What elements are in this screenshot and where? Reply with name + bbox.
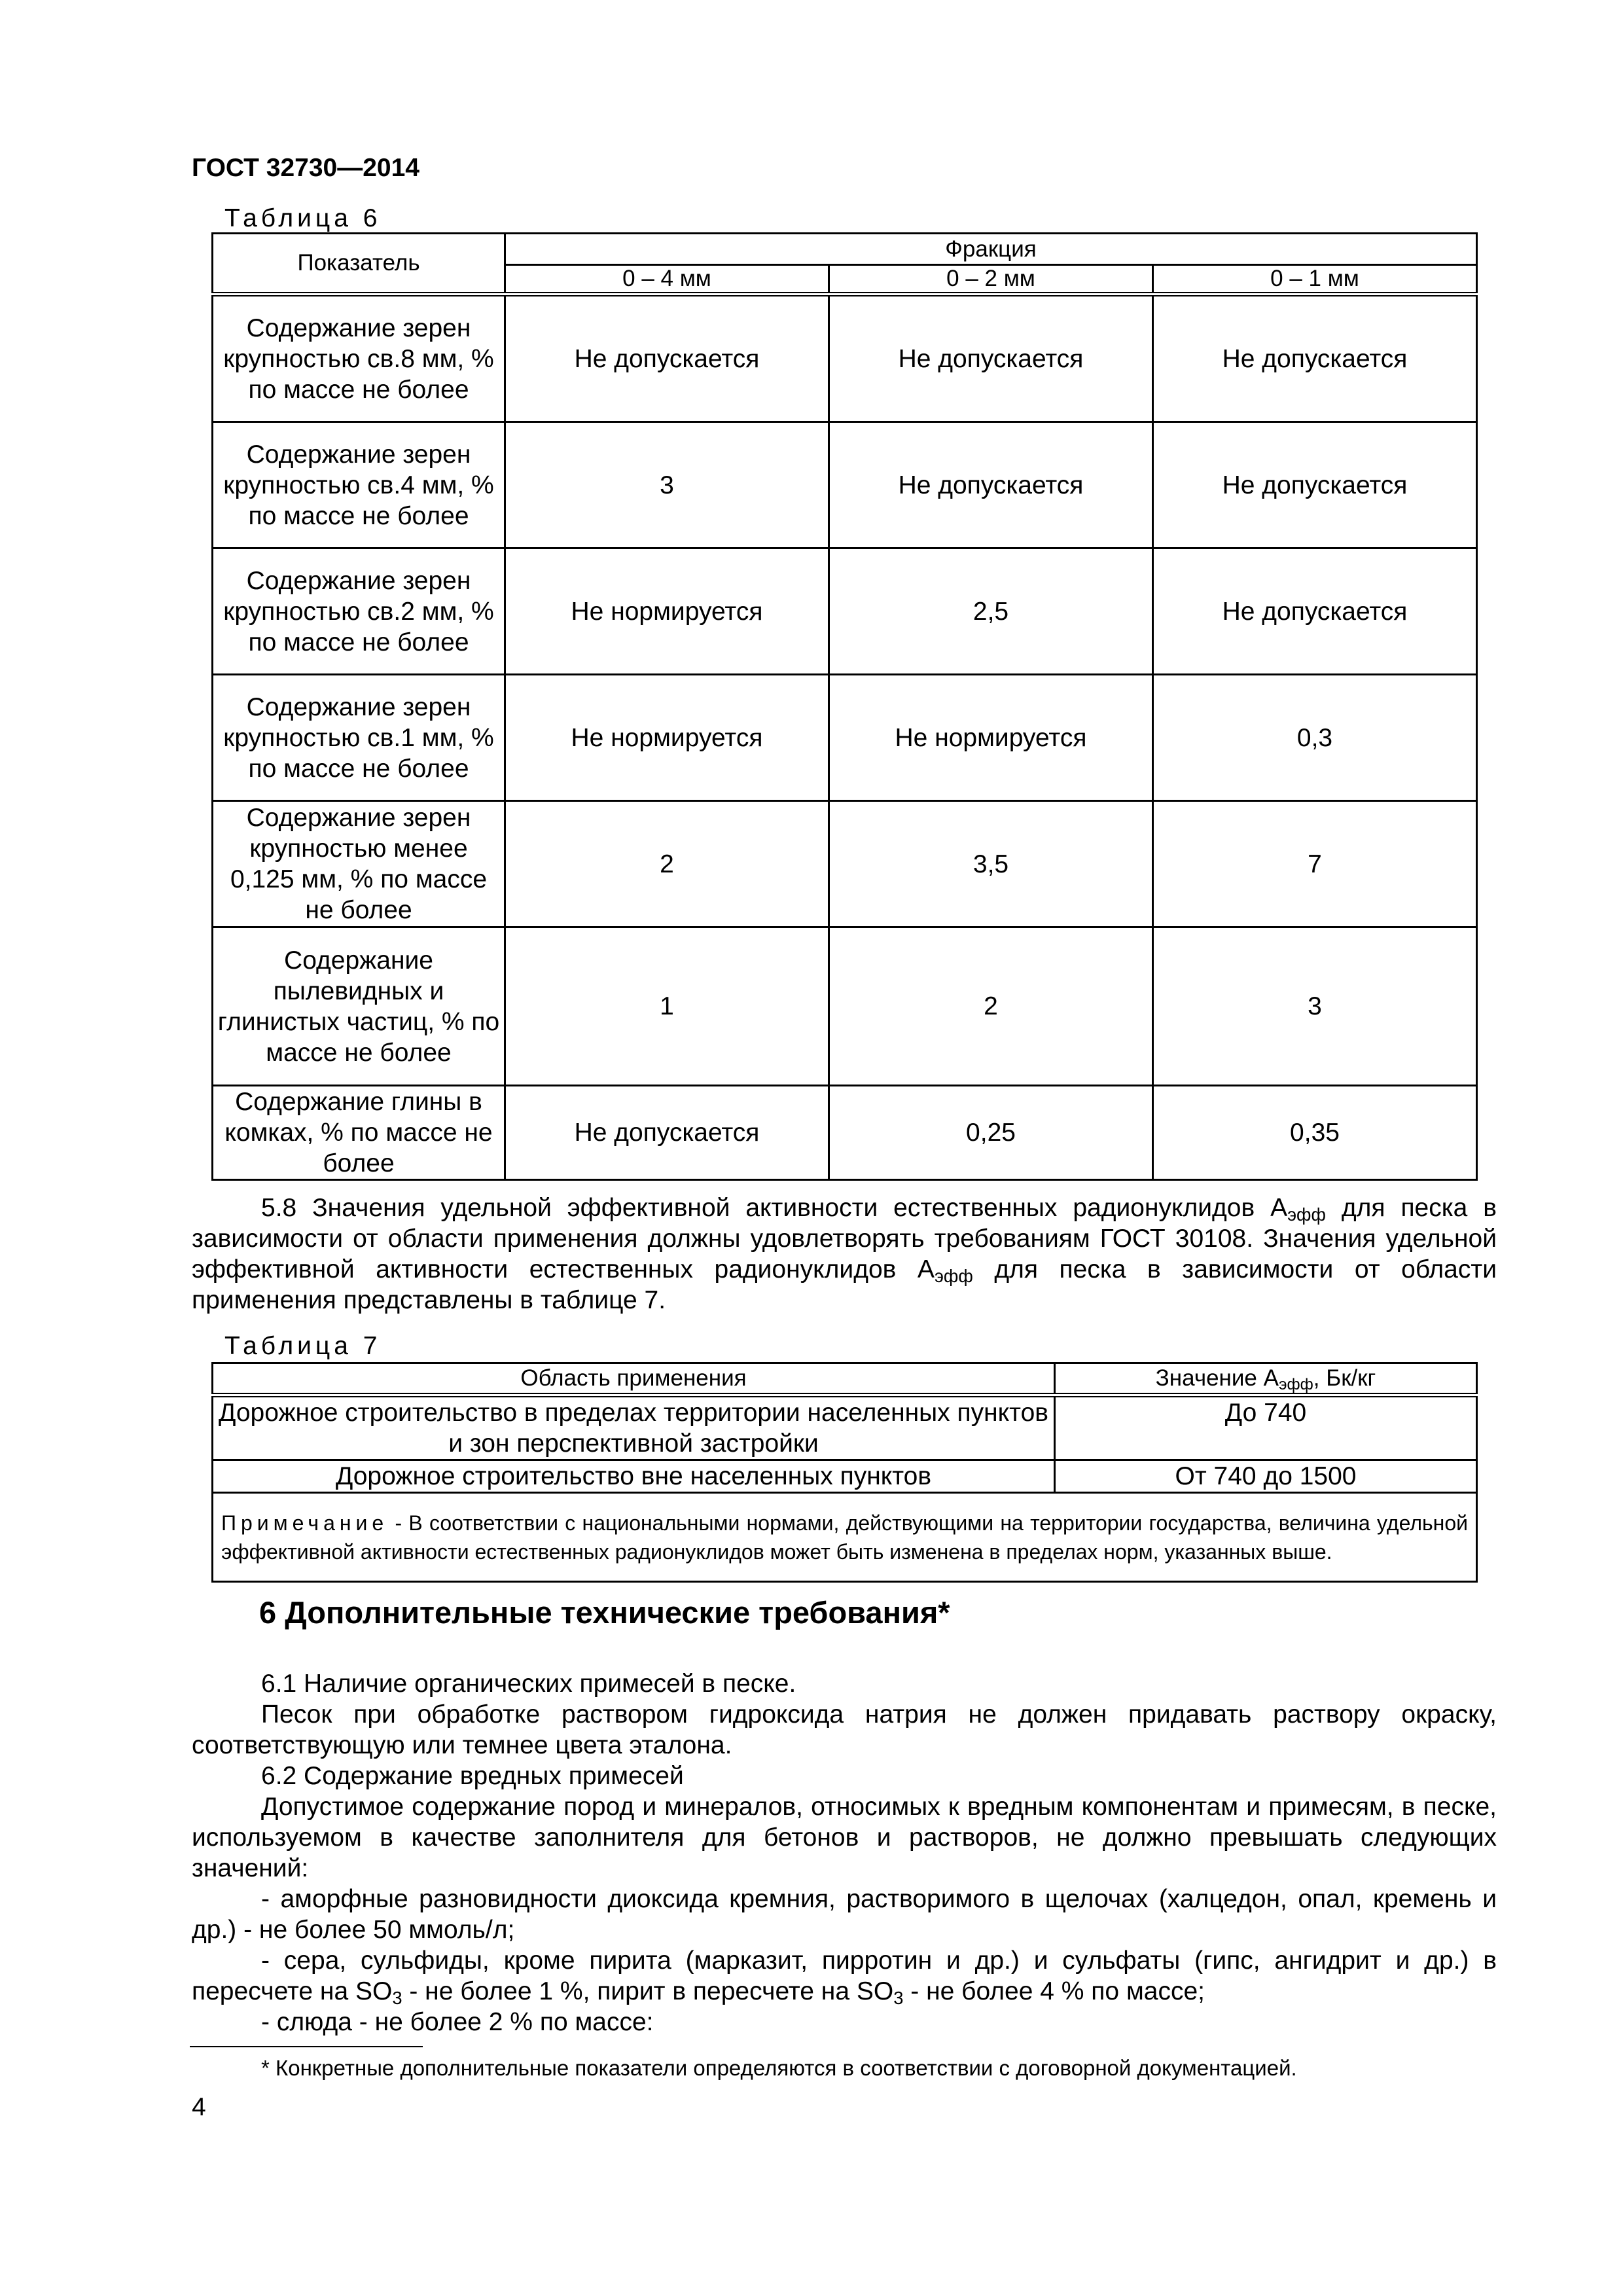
cell: 0,25 bbox=[829, 1086, 1153, 1180]
table6-col-0-4: 0 – 4 мм bbox=[505, 265, 829, 295]
section-6-body bbox=[192, 1668, 1497, 2037]
cell: Не допускается bbox=[829, 422, 1153, 548]
table6-col-0-1: 0 – 1 мм bbox=[1153, 265, 1477, 295]
cell: Не нормируется bbox=[505, 548, 829, 675]
table-row bbox=[213, 548, 1477, 675]
table-note-row bbox=[213, 1493, 1477, 1582]
footnote-divider bbox=[190, 2046, 423, 2047]
table-row bbox=[213, 927, 1477, 1086]
cell: 1 bbox=[505, 927, 829, 1086]
cell: 2 bbox=[505, 801, 829, 927]
document-header: ГОСТ 32730—2014 bbox=[192, 154, 419, 182]
row-label: Содержание зерен крупностью св.8 мм, % по массе не более bbox=[213, 295, 505, 422]
cell: 2 bbox=[829, 927, 1153, 1086]
table-row bbox=[213, 675, 1477, 801]
cell: Не допускается bbox=[829, 295, 1153, 422]
cell: 7 bbox=[1153, 801, 1477, 927]
row-label: Содержание зерен крупностью св.2 мм, % по массе не более bbox=[213, 548, 505, 675]
paragraph: 6.2 Содержание вредных примесей bbox=[261, 1762, 684, 1790]
table-row bbox=[213, 1395, 1477, 1460]
table6-header-fraction: Фракция bbox=[505, 234, 1477, 265]
row-label: Содержание зерен крупностью св.1 мм, % по массе не более bbox=[213, 675, 505, 801]
cell: Не нормируется bbox=[829, 675, 1153, 801]
table6-col-0-2: 0 – 2 мм bbox=[829, 265, 1153, 295]
table-row bbox=[213, 422, 1477, 548]
cell: Не допускается bbox=[1153, 295, 1477, 422]
cell: От 740 до 1500 bbox=[1055, 1460, 1477, 1493]
cell: Не допускается bbox=[1153, 422, 1477, 548]
table-row bbox=[213, 1086, 1477, 1180]
table7-caption: Таблица 7 bbox=[224, 1332, 382, 1360]
table6-caption: Таблица 6 bbox=[224, 204, 382, 232]
cell: Не допускается bbox=[505, 1086, 829, 1180]
table-row bbox=[213, 1460, 1477, 1493]
cell: До 740 bbox=[1055, 1395, 1477, 1460]
cell: Не допускается bbox=[505, 295, 829, 422]
paragraph: - аморфные разновидности диоксида кремния, растворимого в щелочах (халцедон, опал, кремень и др.) - не более 50 ммоль/л; bbox=[192, 1885, 1497, 1944]
cell: 3,5 bbox=[829, 801, 1153, 927]
paragraph: - слюда - не более 2 % по массе: bbox=[261, 2008, 654, 2036]
table7-header-area: Область применения bbox=[213, 1363, 1055, 1395]
paragraph: Допустимое содержание пород и минералов, относимых к вредным компонентам и примесям, в песке, используемом в качестве заполнителя для бетонов и растворов, не должно превышать следующих значений: bbox=[192, 1793, 1497, 1882]
table6 bbox=[211, 232, 1478, 1181]
paragraph: 6.1 Наличие органических примесей в песке. bbox=[261, 1670, 796, 1698]
table7 bbox=[211, 1362, 1478, 1583]
table-row bbox=[213, 295, 1477, 422]
row-label: Содержание зерен крупностью св.4 мм, % по массе не более bbox=[213, 422, 505, 548]
row-label: Содержание пылевидных и глинистых частиц, % по массе не более bbox=[213, 927, 505, 1086]
paragraph: Песок при обработке раствором гидроксида натрия не должен придавать раствору окраску, соответствующую или темнее цвета эталона. bbox=[192, 1700, 1497, 1759]
row-label: Содержание зерен крупностью менее 0,125 мм, % по массе не более bbox=[213, 801, 505, 927]
table7-header-value: Значение $А_{эфф}$, Бк/кг bbox=[1055, 1363, 1477, 1395]
cell: Не допускается bbox=[1153, 548, 1477, 675]
section-6-title: 6 Дополнительные технические требования* bbox=[259, 1595, 950, 1630]
footnote: * Конкретные дополнительные показатели определяются в соответствии с договорной документацией. bbox=[261, 2056, 1297, 2080]
cell: Дорожное строительство в пределах территории населенных пунктов и зон перспективной застройки bbox=[213, 1395, 1055, 1460]
cell: 0,3 bbox=[1153, 675, 1477, 801]
cell: Дорожное строительство вне населенных пунктов bbox=[213, 1460, 1055, 1493]
cell: 3 bbox=[505, 422, 829, 548]
table6-header-indicator: Показатель bbox=[213, 234, 505, 295]
table-row bbox=[213, 801, 1477, 927]
row-label: Содержание глины в комках, % по массе не более bbox=[213, 1086, 505, 1180]
paragraph-5-8: 5.8 Значения удельной эффективной активности естественных радионуклидов $А_{эфф}$ для песка в зависимости от области применения должны удовлетворять требованиям ГОСТ 30108. Значения удельной эффективной активности естественных радионуклидов $А_{эфф}$ для песка в зависимости от области применения представлены в таблице 7. bbox=[192, 1194, 1497, 1314]
cell: Не нормируется bbox=[505, 675, 829, 801]
page-number: 4 bbox=[192, 2093, 206, 2121]
cell: 0,35 bbox=[1153, 1086, 1477, 1180]
cell: 2,5 bbox=[829, 548, 1153, 675]
paragraph: - сера, сульфиды, кроме пирита (марказит, пирротин и др.) и сульфаты (гипс, ангидрит и др.) в пересчете на $SO_3$ - не более 1 %, пирит в пересчете на $SO_3$ - не более 4 % по массе; bbox=[192, 1946, 1497, 2008]
table7-note: Примечание - В соответствии с национальными нормами, действующими на территории государства, величина удельной эффективной активности естественных радионуклидов может быть изменена в пределах норм, указанных выше. bbox=[213, 1493, 1477, 1582]
cell: 3 bbox=[1153, 927, 1477, 1086]
